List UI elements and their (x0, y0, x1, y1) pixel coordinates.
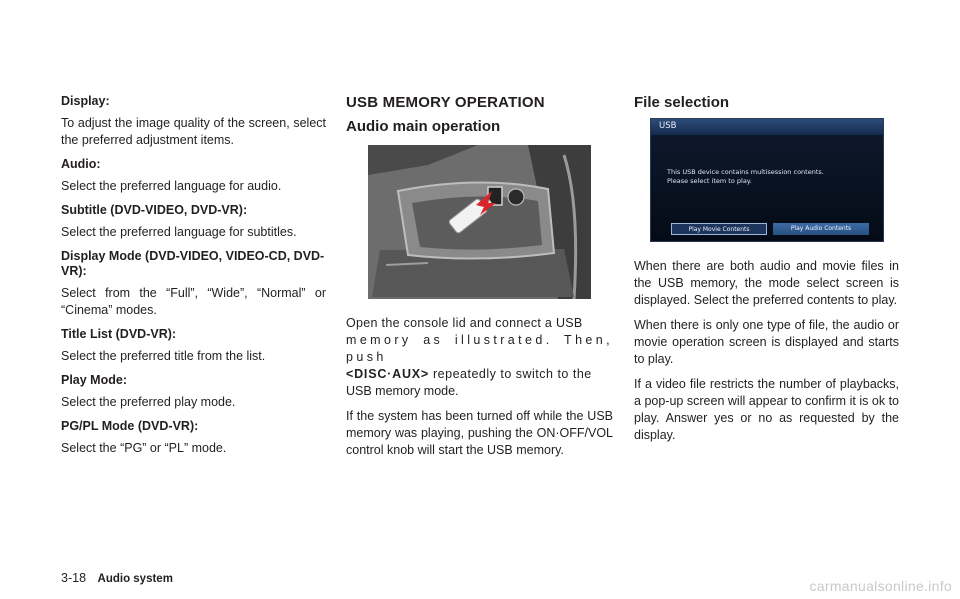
connect-line-4: USB memory mode. (346, 384, 459, 398)
one-type-paragraph: When there is only one type of file, the audio or movie operation screen is displayed and starts to play. (634, 318, 899, 366)
screen-header-label: USB (659, 121, 677, 131)
display-text: To adjust the image quality of the screen, select the preferred adjustment items. (61, 116, 326, 147)
display-heading: Display: (61, 94, 110, 108)
usb-operation-column (346, 94, 613, 467)
page-number: 3-18 (61, 571, 87, 585)
subsection-title: Audio main operation (346, 118, 501, 135)
resume-paragraph: If the system has been turned off while the USB memory was playing, pushing the ON·OFF/VOL control knob will start the USB memory. (346, 409, 613, 457)
subtitle-heading: Subtitle (DVD-VIDEO, DVD-VR): (61, 203, 248, 217)
subtitle-text: Select the preferred language for subtitles. (61, 225, 297, 239)
disc-aux-key: <DISC·AUX> (346, 367, 430, 381)
screen-message (667, 168, 824, 186)
display-mode-heading: Display Mode (DVD-VIDEO, VIDEO-CD, DVD-VR): (61, 249, 325, 278)
play-movie-button[interactable]: Play Movie Contents (671, 223, 767, 235)
title-list-text: Select the preferred title from the list. (61, 349, 266, 363)
connect-line-1: Open the console lid and connect a USB (346, 316, 583, 330)
page-footer (61, 571, 173, 585)
file-selection-title: File selection (634, 94, 730, 111)
display-mode-text: Select from the “Full”, “Wide”, “Normal” or “Cinema” modes. (61, 286, 326, 317)
section-title: USB MEMORY OPERATION (346, 94, 545, 111)
console-illustration (368, 145, 591, 299)
screen-message-line-1: This USB device contains multisession contents. (667, 168, 824, 176)
audio-text: Select the preferred language for audio. (61, 179, 282, 193)
screen-message-line-2: Please select item to play. (667, 177, 752, 185)
pgpl-heading: PG/PL Mode (DVD-VR): (61, 419, 199, 433)
play-mode-heading: Play Mode: (61, 373, 127, 387)
restriction-paragraph: If a video file restricts the number of playbacks, a pop-up screen will appear to confirm it is ok to play. Answer yes or no as requested by the display. (634, 377, 899, 442)
pgpl-text: Select the “PG” or “PL” mode. (61, 441, 227, 455)
play-mode-text: Select the preferred play mode. (61, 395, 236, 409)
usb-mode-select-screen (650, 118, 884, 242)
both-files-paragraph: When there are both audio and movie files in the USB memory, the mode select screen is displayed. Select the preferred contents to play. (634, 259, 899, 307)
audio-heading: Audio: (61, 157, 101, 171)
title-list-heading: Title List (DVD-VR): (61, 327, 177, 341)
settings-column (61, 94, 326, 465)
file-selection-column (634, 94, 899, 452)
watermark: carmanualsonline.info (809, 578, 952, 594)
usb-connect-instructions (346, 315, 613, 400)
screen-header-bar (651, 119, 883, 135)
footer-section-name: Audio system (97, 573, 173, 585)
connect-line-2: memory as illustrated. Then, push (346, 333, 613, 364)
connect-line-3: repeatedly to switch to the (429, 367, 592, 381)
play-audio-button[interactable]: Play Audio Contents (773, 223, 869, 235)
